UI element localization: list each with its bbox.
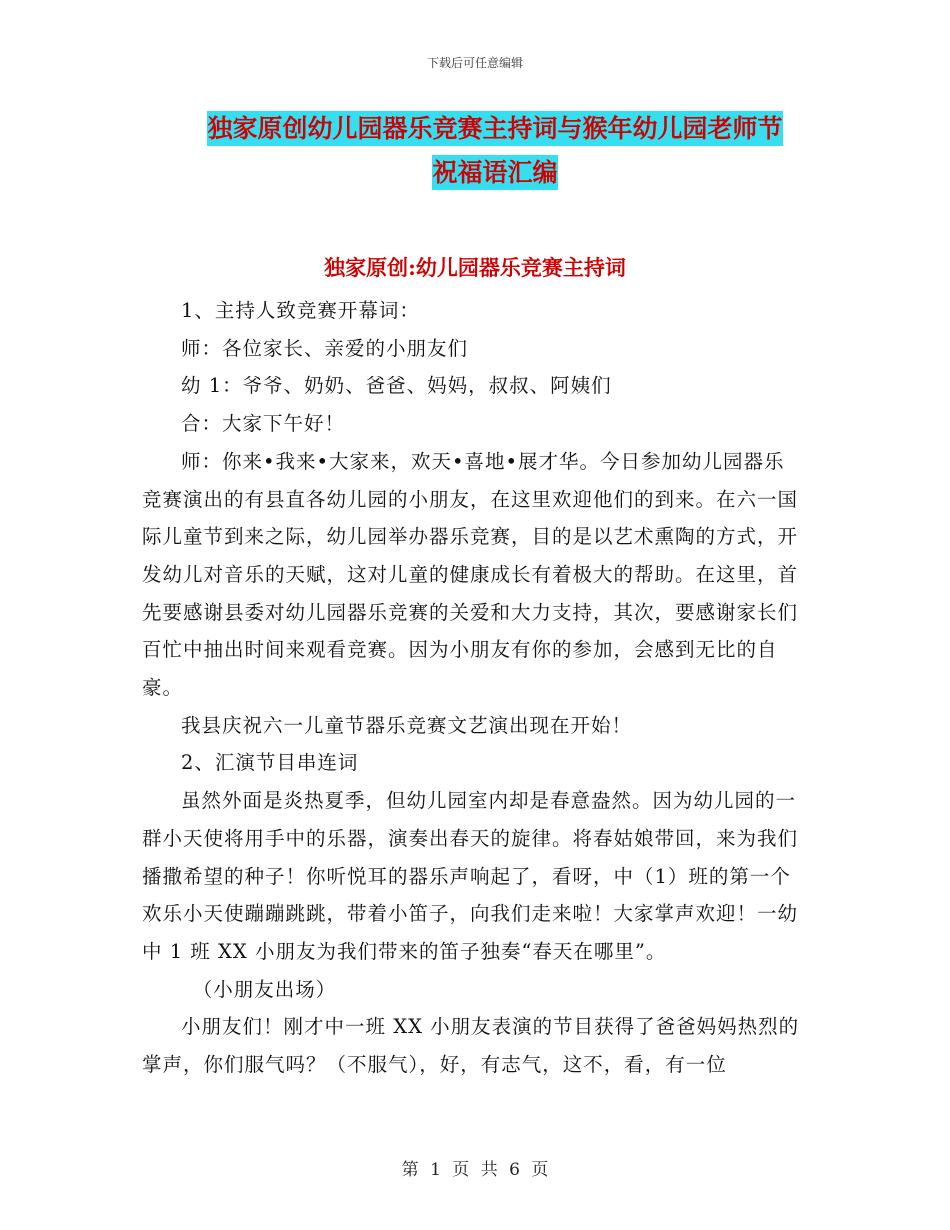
- document-body: [142, 292, 802, 1084]
- title-line2-text: 祝福语汇编: [432, 155, 557, 190]
- paragraph: 2、汇演节目串连词: [181, 751, 359, 775]
- header-note: 下载后可任意编辑: [426, 56, 523, 70]
- paragraph: 虽然外面是炎热夏季，但幼儿园室内却是春意盎然。因为幼儿园的一群小天使将用手中的乐器，演奏出春天的旋律。将春姑娘带回，来为我们播撒希望的种子！你听悦耳的器乐声响起了，看呀，中（1）班的第一个欢乐小天使蹦蹦跳跳，带着小笛子，向我们走来啦！大家掌声欢迎！一幼中 1 班 XX 小朋友为我们带来的笛子独奏“春天在哪里”。: [142, 789, 799, 963]
- paragraph: 合：大家下午好！: [181, 412, 346, 436]
- paragraph: 1、主持人致竞赛开幕词：: [181, 299, 420, 322]
- title-line1-text: 独家原创幼儿园器乐竞赛主持词与猴年幼儿园老师节: [207, 111, 782, 146]
- document-title-line1: [150, 116, 840, 141]
- paragraph: 小朋友们！刚才中一班 XX 小朋友表演的节目获得了爸爸妈妈热烈的掌声，你们服气吗？（不服气），好，有志气，这不，看，有一位: [142, 1015, 800, 1077]
- document-title-line2: [150, 160, 840, 185]
- paragraph: 我县庆祝六一儿童节器乐竞赛文艺演出现在开始！: [181, 713, 633, 737]
- paragraph: 师：你来•我来•大家来，欢天•喜地•展才华。今日参加幼儿园器乐竞赛演出的有县直各幼儿园的小朋友，在这里欢迎他们的到来。在六一国际儿童节到来之际，幼儿园举办器乐竞赛，目的是以艺术熏陶的方式，开发幼儿对音乐的天赋，这对儿童的健康成长有着极大的帮助。在这里，首先要感谢县委对幼儿园器乐竞赛的关爱和大力支持，其次，要感谢家长们百忙中抽出时间来观看竞赛。因为小朋友有你的参加，会感到无比的自豪。: [142, 449, 799, 700]
- section-title: 独家原创:幼儿园器乐竞赛主持词: [324, 255, 626, 280]
- paragraph: 师：各位家长、亲爱的小朋友们: [181, 336, 469, 360]
- page-footer: 第 1 页 共 6 页: [401, 1160, 549, 1180]
- paragraph: （小朋友出场）: [192, 977, 337, 1001]
- paragraph: 幼 1：爷爷、奶奶、爸爸、妈妈，叔叔、阿姨们: [181, 374, 612, 398]
